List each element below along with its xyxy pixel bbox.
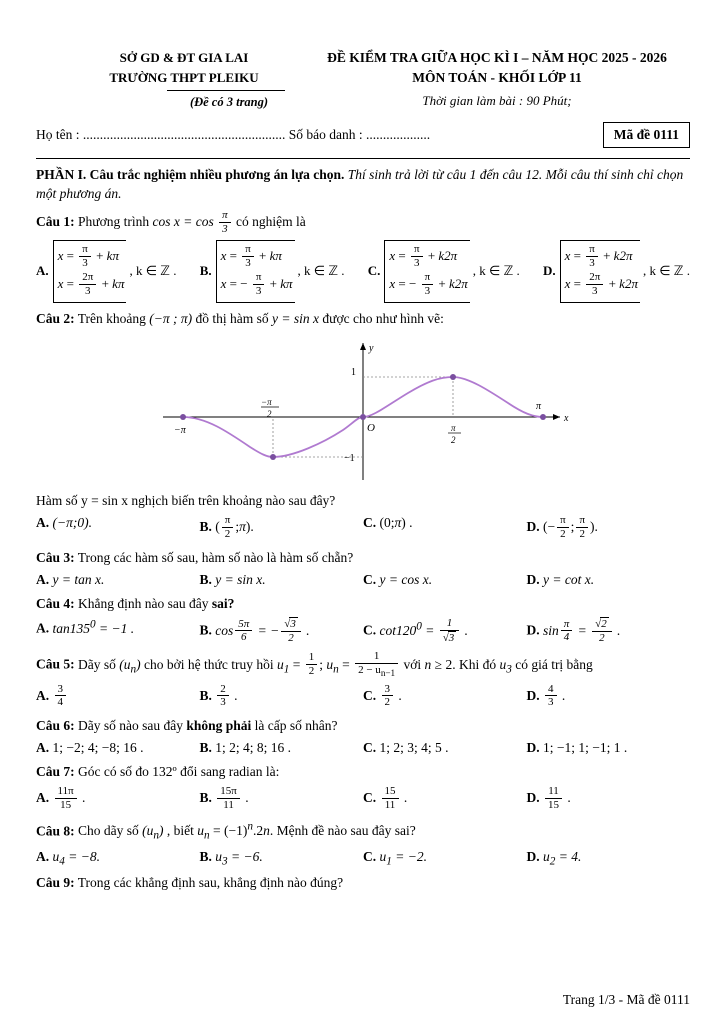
q3-option-d[interactable] [527,572,691,588]
q2-option-a-letter: A. [36,515,50,531]
pages-note: (Đề có 3 trang) [189,95,269,109]
question-2-func: y = sin x [272,310,320,326]
student-name-and-id [36,127,603,143]
origin-label: O [367,421,375,434]
question-8 [36,819,690,845]
q7-option-a-value: $\frac{11\pi}{15}$ [55,785,77,811]
q5-option-c-letter: C. [363,687,377,703]
option-d[interactable] [543,240,690,303]
y-axis-label: y [369,342,374,354]
q5-option-d[interactable]: D. $\frac{4}{3}$ . [526,682,566,709]
q7-option-d[interactable]: D. $\frac{11}{15}$ . [526,785,571,812]
page-footer: Trang 1/3 - Mã đề 0111 [562,992,690,1007]
q7-option-d-value: $\frac{11}{15}$ [545,785,562,811]
sine-graph-svg [148,335,578,485]
option-b-system: x = $\frac{\pi}{3}$ + kπ x = − $\frac{\pi}{3}$ + kπ [216,240,295,303]
q8-option-a-value: $u_4 = -8$. [52,848,100,868]
tick-pi-half-num: π [451,422,456,433]
q8-option-c-value: $u_1 = -2$. [379,848,427,868]
q6-option-a-letter: A. [36,740,50,756]
q4-option-b[interactable] [200,618,364,645]
q3-option-c[interactable] [363,572,527,588]
question-7-text: Góc có số đo 132º đổi sang radian là: [78,764,280,780]
option-a-system: x = $\frac{\pi}{3}$ + kπ x = $\frac{2\pi}{3}$ + kπ [53,240,127,303]
q3-option-a-letter: A. [36,571,50,587]
q5-option-b[interactable]: B. $\frac{2}{3}$ . [199,682,238,709]
option-d-system: x = $\frac{\pi}{3}$ + k2π x = $\frac{2\pi}{3}$ + k2π [560,240,640,303]
q8-option-c-letter: C. [363,848,377,864]
tick-one: 1 [351,366,356,378]
q5-option-a-letter: A. [36,687,50,703]
student-id-label: Số báo danh : ................... [288,126,431,142]
q8-option-c[interactable] [363,849,527,868]
q3-option-d-letter: D. [526,571,540,587]
q5-option-c[interactable]: C. $\frac{3}{2}$ . [363,682,402,709]
question-4-text: Khẳng định nào sau đây sai? [78,595,235,611]
q4-option-d[interactable] [527,618,691,645]
q2-option-d-letter: D. [526,519,540,535]
q2-option-a-value: (−π;0). [52,515,92,531]
q4-option-a-value: $\tan 135^0 = -1$ . [52,618,135,636]
question-5-label: Câu 5: [36,656,75,672]
q2-option-b[interactable] [200,515,364,541]
question-8-text: Cho dãy số $(u_n)$ , biết $u_n = (-1)^n.2n$. Mệnh đề nào sau đây sai? [78,820,416,842]
question-6 [36,716,690,736]
q3-option-a[interactable] [36,572,200,588]
question-4 [36,594,690,614]
exam-subject: MÔN TOÁN - KHỐI LỚP 11 [412,70,582,86]
q4-option-c-letter: C. [363,622,377,638]
point-min [270,454,276,460]
exam-content [0,159,724,894]
q4-option-a[interactable] [36,618,200,645]
q7-option-c[interactable]: C. $\frac{15}{11}$ . [363,785,408,812]
question-6-options [36,740,690,756]
question-1-options [36,240,690,303]
q8-option-a[interactable] [36,849,200,868]
q2-option-d-value: (− $\frac{\pi}{2}$ ; $\frac{\pi}{2}$ ). [543,514,598,540]
question-3-label: Câu 3: [36,549,75,565]
q6-option-a-value: 1; −2; 4; −8; 16 . [52,740,144,756]
q4-option-b-letter: B. [199,622,212,638]
tick-pi-half-den: 2 [451,434,456,445]
question-1-formula: cos x = cos $\frac{\pi}{3}$ [152,214,232,229]
q7-option-d-letter: D. [526,790,540,806]
exam-title-block [304,48,690,110]
sine-graph [36,335,690,485]
q3-option-c-letter: C. [363,571,377,587]
question-9-label: Câu 9: [36,875,75,891]
q3-option-b[interactable] [200,572,364,588]
tick-pi: π [536,400,542,412]
q2-option-d[interactable] [527,515,691,541]
q2-option-c[interactable] [363,515,527,541]
q8-option-b[interactable] [200,849,364,868]
q4-option-c[interactable] [363,618,527,645]
question-5-options [36,684,690,710]
question-1-text: Phương trình [78,214,150,230]
q2-option-a[interactable] [36,515,200,541]
option-a-cond: , k ∈ ℤ . [129,263,177,279]
part1-instruction: Thí sinh trả lời từ câu 1 đến câu 12. Mỗi câu thí sinh chỉ chọn một phương án. [36,166,684,202]
question-3-options [36,572,690,588]
q5-option-c-value: $\frac{3}{2}$ [382,683,394,709]
header-divider [167,90,285,91]
question-8-options [36,849,690,868]
q3-option-b-value: y = sin x. [215,571,266,587]
q3-option-c-value: y = cos x. [379,571,433,587]
q6-option-b-value: 1; 2; 4; 8; 16 . [215,740,292,756]
q6-option-b[interactable] [200,740,364,756]
point-origin [360,414,366,420]
option-c-system: x = $\frac{\pi}{3}$ + k2π x = − $\frac{\pi}{3}$ + k2π [384,240,469,303]
question-3 [36,548,690,568]
option-b[interactable] [200,240,345,303]
q7-option-b-letter: B. [199,790,212,806]
q7-option-c-value: $\frac{15}{11}$ [382,785,399,811]
option-c[interactable] [368,240,520,303]
question-2-text2: đồ thị hàm số [195,310,269,326]
part1-title: PHẦN I. Câu trắc nghiệm nhiều phương án lựa chọn. [36,166,345,182]
q5-option-d-value: $\frac{4}{3}$ [545,683,557,709]
q6-option-d-value: 1; −1; 1; −1; 1 . [543,740,628,756]
q3-option-b-letter: B. [199,571,212,587]
question-6-text: Dãy số nào sau đây không phải là cấp số nhân? [78,717,338,733]
question-9-text: Trong các khẳng định sau, khẳng định nào đúng? [77,875,344,891]
q6-option-d[interactable] [527,740,691,756]
q4-option-d-letter: D. [526,622,540,638]
q6-option-c-letter: C. [363,740,377,756]
tick-minus-pi-half-num: −π [261,396,272,407]
question-8-label: Câu 8: [36,823,75,839]
tick-minus-one: −1 [344,452,355,464]
q6-option-d-letter: D. [526,740,540,756]
exam-code-badge: Mã đề 0111 [603,122,690,148]
question-5-text: Dãy số $(u_n)$ cho bởi hệ thức truy hồi $u_1$ = $\frac{1}{2}$ ; $u_n$ = $\frac{1}{2 - u_{n-1}}$ với n ≥ 2. Khi đó $u_3$ có giá trị bằng [78,650,593,679]
q3-option-d-value: y = cot x. [543,571,595,587]
question-7-label: Câu 7: [36,764,75,780]
q7-option-b-value: $\frac{15\pi}{11}$ [217,785,240,811]
q5-option-a[interactable] [36,684,200,710]
question-1-tail: có nghiệm là [235,214,306,230]
q7-option-c-letter: C. [363,790,377,806]
q5-option-a-value: $\frac{3}{4}$ [55,683,67,709]
option-b-letter: B. [199,263,212,279]
option-a-letter: A. [36,263,49,279]
q6-option-c-value: 1; 2; 3; 4; 5 . [379,740,449,756]
q6-option-a[interactable] [36,740,200,756]
exam-title: ĐỀ KIỂM TRA GIỮA HỌC KÌ I – NĂM HỌC 2025 - 2026 [327,50,667,65]
q4-option-c-value: $\cot 120^0$ = $\frac{1}{√3}$ . [379,617,469,644]
question-6-label: Câu 6: [36,717,75,733]
question-2-options [36,515,690,541]
q4-option-a-letter: A. [36,620,50,636]
x-axis-label: x [564,412,569,424]
question-2-subquestion: Hàm số y = sin x nghịch biến trên khoảng nào sau đây? [36,492,336,508]
point-max [450,374,456,380]
question-2-interval: (−π ; π) [149,310,193,326]
part1-heading [36,165,690,204]
q8-option-d[interactable] [527,849,691,868]
point-pi [540,414,546,420]
exam-duration: Thời gian làm bài : 90 Phút; [422,92,572,108]
student-name-label: Họ tên : ............................................................ [36,126,286,142]
q3-option-a-value: y = tan x. [52,571,105,587]
question-4-label: Câu 4: [36,595,75,611]
question-1 [36,210,690,236]
question-1-label: Câu 1: [36,214,75,230]
tick-minus-pi: −π [174,424,186,436]
q6-option-c[interactable] [363,740,527,756]
school-block [64,48,304,112]
q2-option-b-letter: B. [199,519,212,535]
tick-minus-pi-half-den: 2 [267,408,272,419]
question-2 [36,309,690,329]
x-axis-arrow [553,414,560,420]
q8-option-d-letter: D. [526,848,540,864]
q8-option-a-letter: A. [36,848,50,864]
question-2-label: Câu 2: [36,310,75,326]
question-5 [36,651,690,679]
q8-option-b-letter: B. [199,848,212,864]
school-authority: SỞ GD & ĐT GIA LAI [119,50,249,65]
q8-option-d-value: $u_2 = 4$. [543,848,582,868]
q5-option-b-value: $\frac{2}{3}$ [217,683,229,709]
q4-option-d-value: sin $\frac{\pi}{4}$ = $\frac{√2}{2}$ . [543,617,621,644]
q7-option-a-letter: A. [36,790,50,806]
q7-option-a[interactable]: A. $\frac{11\pi}{15}$ . [36,785,86,812]
point-minus-pi [180,414,186,420]
question-7-options [36,786,690,812]
option-d-cond: , k ∈ ℤ . [642,263,690,279]
question-3-text: Trong các hàm số sau, hàm số nào là hàm số chẵn? [77,549,354,565]
school-name: TRƯỜNG THPT PLEIKU [109,69,259,85]
q2-option-c-letter: C. [363,515,377,531]
q8-option-b-value: $u_3 = -6$. [215,848,263,868]
student-info-row [0,112,724,148]
q2-option-c-value: (0;π) . [379,515,413,531]
q7-option-b[interactable]: B. $\frac{15\pi}{11}$ . [199,785,249,812]
question-9 [36,873,690,893]
option-a[interactable] [36,240,176,303]
option-b-cond: , k ∈ ℤ . [297,263,345,279]
q5-option-b-letter: B. [199,687,212,703]
option-c-letter: C. [367,263,381,279]
question-7 [36,762,690,782]
option-c-cond: , k ∈ ℤ . [472,263,520,279]
page-header [0,0,724,112]
y-axis-arrow [360,343,366,350]
question-2-text3: được cho như hình vẽ: [322,310,444,326]
question-2-text: Trên khoảng [77,310,146,326]
q4-option-b-value: cos $\frac{5\pi}{6}$ = − $\frac{√3}{2}$ . [215,617,310,644]
q5-option-d-letter: D. [526,687,540,703]
q6-option-b-letter: B. [199,740,212,756]
option-d-letter: D. [543,263,556,279]
q2-option-b-value: ( $\frac{\pi}{2}$ ;π). [215,514,254,540]
question-4-options [36,618,690,645]
